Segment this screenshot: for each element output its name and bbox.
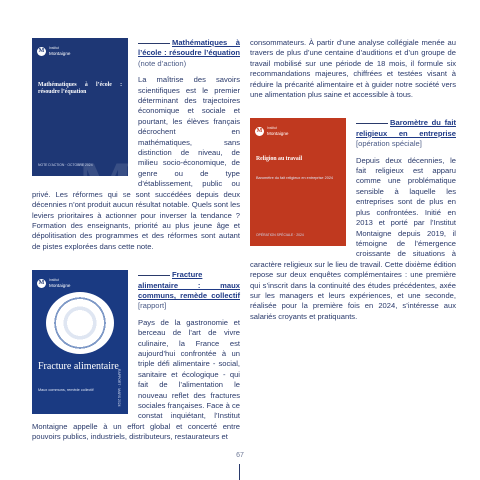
entry-kind: [opération spéciale] [356,139,422,149]
cover-title: Religion au travail [256,156,303,163]
title-rule [356,123,388,124]
montaigne-m-icon: M [38,47,45,54]
logo-institut: Institut [49,278,59,283]
cover-title: Mathématiques à l’école : résoudre l’équation [38,82,122,95]
logo-brand: Montaigne [49,51,71,56]
logo-brand: Montaigne [49,283,71,289]
title-rule [138,275,170,276]
right-column [250,38,456,322]
left-column [32,38,240,443]
montaigne-m-icon: M [38,279,45,286]
logo-institut: Institut [49,46,59,50]
cover-title: Fracture alimentaire [38,361,119,373]
entry-fracture-alimentaire [32,270,240,443]
entry-kind: (note d’action) [138,58,187,68]
entry-body-part-2: consommateurs. À partir d’une analyse collégiale menée au travers de plus d’une centaine d’auditions et d’un groupe de travail mobilisé sur une période de 18 mois, il formule six recommandations majeures, chiffrées et testées visant à réduire la précarité alimentaire et à guider notre société vers une alimentation plus saine et accessible à tous. [250,38,456,100]
montaigne-logo [37,46,70,56]
cover-footer: OPÉRATION SPÉCIALE · 2024 [256,233,304,238]
page-tick-line [239,464,240,480]
entry-title-link[interactable]: Baromètre du fait religieux en entreprise [356,118,456,138]
entry-fracture-alimentaire-continued [250,38,456,100]
entry-title-link[interactable]: Mathématiques à l’école : résoudre l’équation [138,38,240,58]
cover-footer: RAPPORT · MARS 2024 [117,368,121,407]
entry-mathematiques [32,38,240,252]
montaigne-logo [255,126,288,136]
montaigne-m-icon: M [256,127,263,134]
entry-barometre [250,118,456,322]
cover-footer: NOTE D’ACTION · OCTOBRE 2024 [38,162,93,167]
cover-barometre[interactable] [250,118,346,246]
cover-mathematiques[interactable] [32,38,134,216]
cover-subtitle: Baromètre du fait religieux en entreprise 2024 [256,176,334,181]
cover-fracture-alimentaire[interactable] [32,270,128,414]
entry-body-part-1: Pays de la gastronomie et berceau de l’art de vivre culinaire, la France est aujourd’hui confrontée à un triple défi alimentaire - social, sanitaire et écologique - qui fait de l’alimentation le nouveau reflet des fractures sociales françaises. Face à ce constat inquiétant, l’Institut Montaigne appelle à un effort global et concerté entre pouvoirs publics, industriels, distributeurs, restaurateurs et [32,317,240,442]
watermark-m-icon: M [77,149,134,216]
title-rule [138,43,170,44]
logo-institut: Institut [267,126,277,131]
entry-title-link[interactable]: Fracture alimentaire : maux communs, remède collectif [138,270,240,300]
plate-illustration-icon [46,292,114,354]
entry-kind: [rapport] [138,301,167,311]
page-number: 67 [236,452,244,459]
montaigne-logo [37,278,70,288]
entry-body: Depuis deux décennies, le fait religieux est apparu comme une problématique sensible à laquelle les entreprises sont de plus en plus confrontées. Initié en 2013 et porté par l’Institut Montaigne depuis 2019, il témoigne de l’émergence croissante de situations à caractère religieux sur le lieu de travail. Cette dixième édition repose sur deux enquêtes complémentaires : une première qui s’inscrit dans la continuité des études précédentes, axée sur les managers et leurs expériences, et une seconde, réalisée pour la première fois en 2024, s’intéresse aux salariés croyants et pratiquants. [250,155,456,321]
cover-subtitle: Maux communs, remède collectif [38,388,94,393]
entry-body: La maîtrise des savoirs scientifiques est le premier déterminant des trajectoires économique et sociale et pourtant, les élèves français décrochent en mathématiques, sans distinction de niveau, de milieu socio-économique, de genre ou de type d’établissement, public ou privé. Les réformes qui se sont succédées depuis deux décennies n’ont produit aucun résultat notable. Quels sont les leviers prioritaires à actionner pour inverser la tendance ? Formation des enseignants, priorité au plus jeune âge et dépolitisation des programmes et des réformes sont autant de pistes explorées dans cette note. [32,75,240,251]
logo-brand: Montaigne [267,131,289,137]
